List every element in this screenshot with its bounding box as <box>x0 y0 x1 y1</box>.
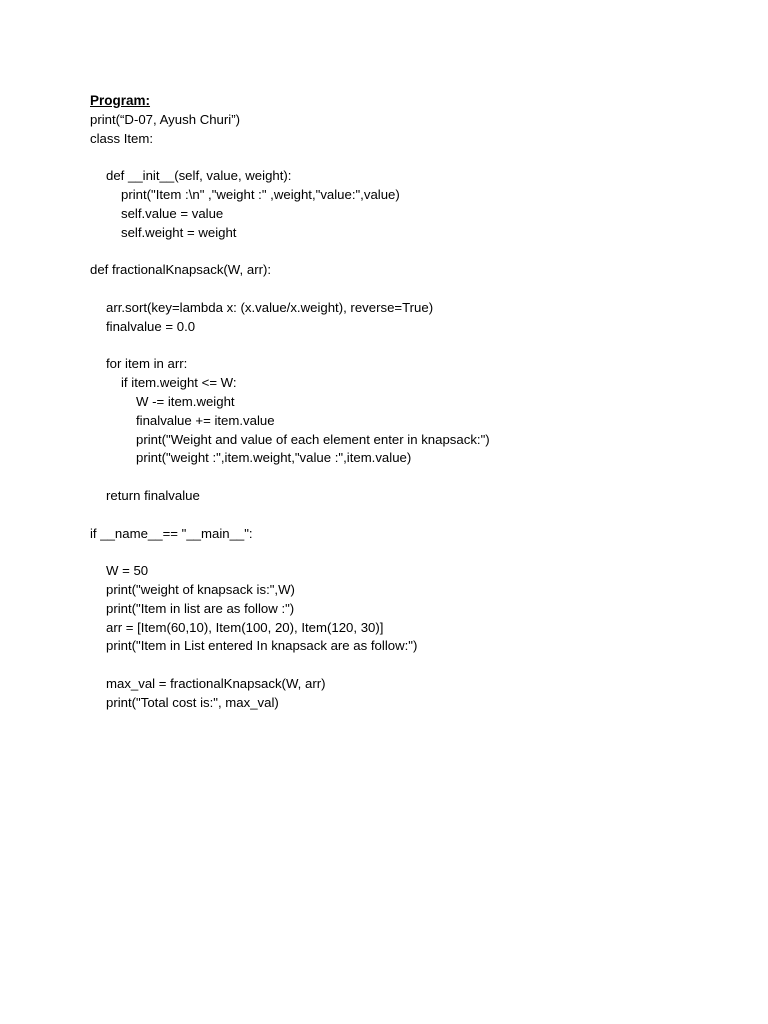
code-line-blank <box>90 543 490 562</box>
code-line: print("Item :\n" ,"weight :" ,weight,"value:",value) <box>121 187 400 203</box>
code-line-blank <box>90 280 490 299</box>
code-line: for item in arr: <box>106 356 188 372</box>
code-line: def fractionalKnapsack(W, arr): <box>90 262 272 278</box>
code-line-blank <box>90 468 490 487</box>
code-line: print("Weight and value of each element enter in knapsack:") <box>136 431 490 447</box>
code-line-blank <box>90 506 490 525</box>
code-line: W = 50 <box>106 563 149 579</box>
code-line: print(“D-07, Ayush Churi”) <box>90 112 240 127</box>
code-line: return finalvalue <box>106 487 200 503</box>
code-listing <box>90 111 490 713</box>
code-line: finalvalue = 0.0 <box>106 318 196 334</box>
code-line: print("weight of knapsack is:",W) <box>106 581 295 597</box>
code-line: arr.sort(key=lambda x: (x.value/x.weight), reverse=True) <box>106 299 434 315</box>
code-line: def __init__(self, value, weight): <box>106 168 292 184</box>
code-line: print("Item in list are as follow :") <box>106 600 295 616</box>
code-line: class Item: <box>90 130 154 146</box>
code-line: print("Item in List entered In knapsack are as follow:") <box>106 638 418 654</box>
code-line: print("weight :",item.weight,"value :",item.value) <box>136 450 412 466</box>
code-line-blank <box>90 243 490 262</box>
code-line: if __name__== "__main__": <box>90 525 253 541</box>
code-line: self.value = value <box>121 205 224 221</box>
code-line: if item.weight <= W: <box>121 375 237 391</box>
code-line: self.weight = weight <box>121 224 237 240</box>
code-line-blank <box>90 656 490 675</box>
code-line-blank <box>90 149 490 168</box>
code-line: arr = [Item(60,10), Item(100, 20), Item(120, 30)] <box>106 619 384 635</box>
code-line: print("Total cost is:", max_val) <box>106 694 279 710</box>
program-heading: Program: <box>90 93 151 108</box>
code-line: W -= item.weight <box>136 393 235 409</box>
code-line: finalvalue += item.value <box>136 412 275 428</box>
code-line: max_val = fractionalKnapsack(W, arr) <box>106 675 326 691</box>
code-line-blank <box>90 337 490 356</box>
